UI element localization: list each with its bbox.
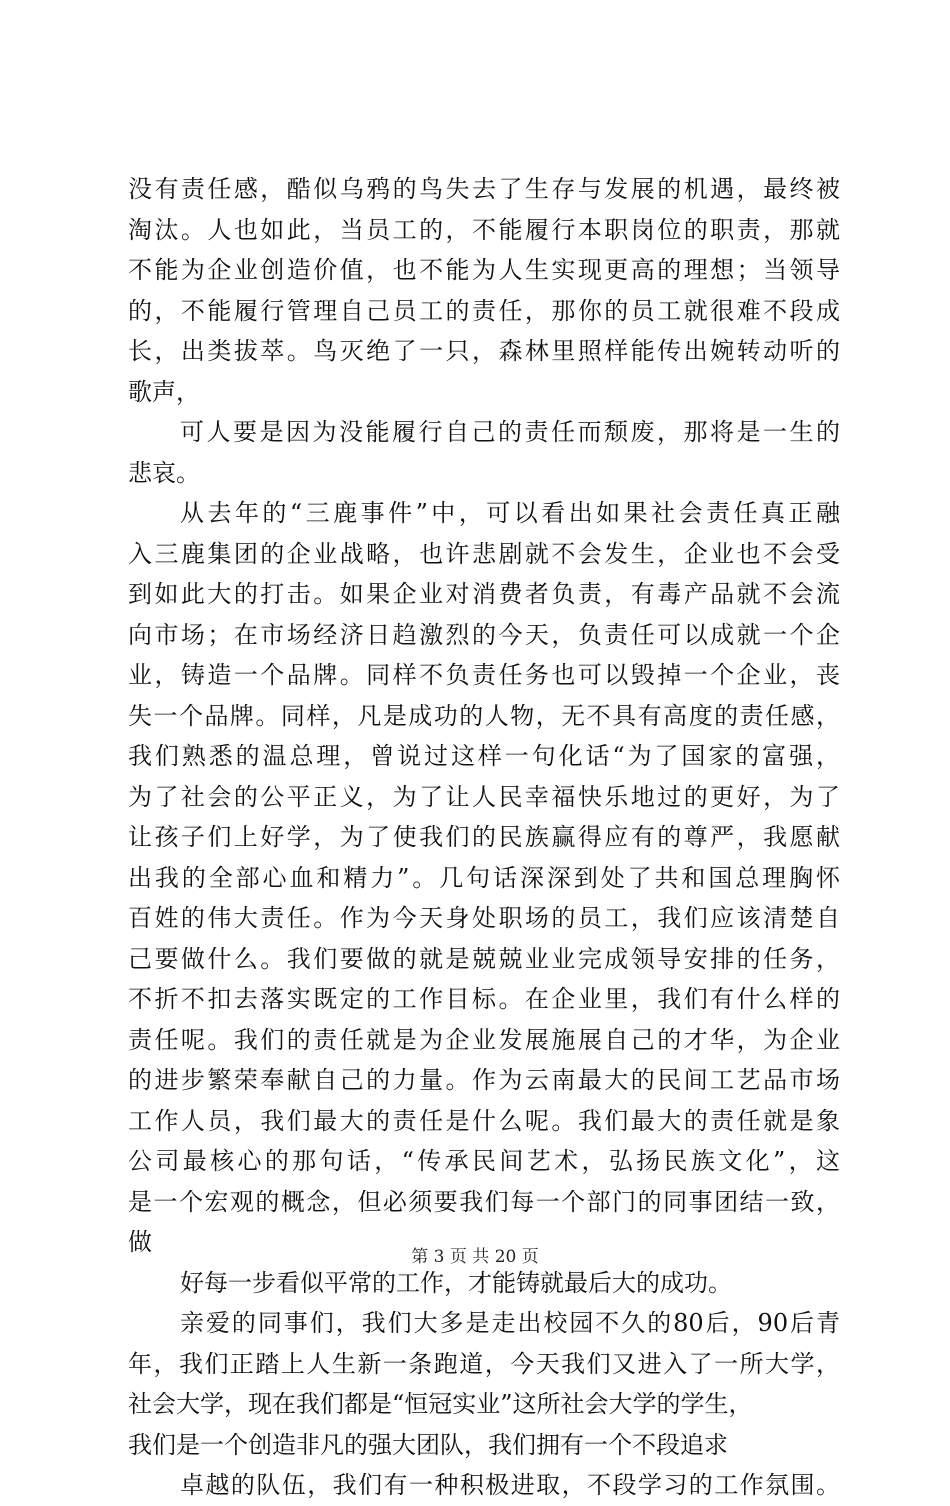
text-line: 好每一步看似平常的工作，才能铸就最后大的成功。: [180, 1268, 732, 1297]
text-line: 工作人员，我们最大的责任是什么呢。我们最大的责任就是象: [128, 1106, 840, 1135]
text-line: 淘汰。人也如此，当员工的，不能履行本职岗位的职责，那就: [128, 215, 840, 244]
text-line: 责任呢。我们的责任就是为企业发展施展自己的才华，为企业: [128, 1025, 840, 1054]
body-text: [128, 169, 840, 1506]
text-line: 我们熟悉的温总理，曾说过这样一句化话“为了国家的富强，: [128, 742, 840, 770]
text-line: 到如此大的打击。如果企业对消费者负责，有毒产品就不会流: [128, 580, 840, 608]
text-line: 做: [128, 1228, 152, 1256]
text-line: 让孩子们上好学，为了使我们的民族赢得应有的尊严，我愿献: [128, 823, 840, 851]
text-line: 卓越的队伍，我们有一种积极进取，不段学习的工作氛围。: [180, 1471, 840, 1499]
page-number-label: 第 3 页 共 20 页: [411, 1247, 539, 1267]
text-line: 己要做什么。我们要做的就是兢兢业业完成领导安排的任务，: [128, 944, 840, 973]
text-line: 年，我们正踏上人生新一条跑道，今天我们又进入了一所大学，: [128, 1349, 840, 1378]
text-line: 社会大学，现在我们都是“恒冠实业”这所社会大学的学生，: [128, 1390, 753, 1418]
text-line: 没有责任感，酷似乌鸦的鸟失去了生存与发展的机遇，最终被: [128, 175, 840, 203]
text-line: 从去年的“三鹿事件”中，可以看出如果社会责任真正融: [180, 499, 840, 527]
text-line: 的，不能履行管理自己员工的责任，那你的员工就很难不段成: [128, 296, 840, 325]
text-line: 公司最核心的那句话，“传承民间艺术，弘扬民族文化”，这: [128, 1147, 840, 1175]
text-line: 长，出类拔萃。鸟灭绝了一只，森林里照样能传出婉转动听的: [128, 337, 840, 365]
text-line: 业，铸造一个品牌。同样不负责任务也可以毁掉一个企业，丧: [128, 661, 840, 689]
text-line: 不能为企业创造价值，也不能为人生实现更高的理想；当领导: [128, 256, 840, 284]
text-line: 我们是一个创造非凡的强大团队，我们拥有一个不段追求: [128, 1430, 728, 1459]
text-line: 歌声，: [128, 377, 200, 406]
text-line: 的进步繁荣奉献自己的力量。作为云南最大的民间工艺品市场: [128, 1066, 840, 1094]
text-line: 出我的全部心血和精力”。几句话深深到处了共和国总理胸怀: [128, 863, 840, 892]
text-line: 是一个宏观的概念，但必须要我们每一个部门的同事团结一致，: [128, 1187, 840, 1216]
text-line: 失一个品牌。同样，凡是成功的人物，无不具有高度的责任感，: [128, 701, 840, 730]
text-line: 为了社会的公平正义，为了让人民幸福快乐地过的更好，为了: [128, 782, 840, 811]
text-line: 亲爱的同事们，我们大多是走出校园不久的80后，90后青: [180, 1309, 840, 1337]
text-line: 不折不扣去落实既定的工作目标。在企业里，我们有什么样的: [128, 985, 840, 1013]
text-line: 向市场；在市场经济日趋激烈的今天，负责任可以成就一个企: [128, 620, 840, 649]
page-number-footer: [0, 1242, 950, 1267]
text-line: 百姓的伟大责任。作为今天身处职场的员工，我们应该清楚自: [128, 904, 840, 932]
text-line: 入三鹿集团的企业战略，也许悲剧就不会发生，企业也不会受: [128, 539, 840, 568]
text-line: 悲哀。: [128, 458, 200, 487]
text-line: 可人要是因为没能履行自己的责任而颓废，那将是一生的: [180, 418, 840, 446]
